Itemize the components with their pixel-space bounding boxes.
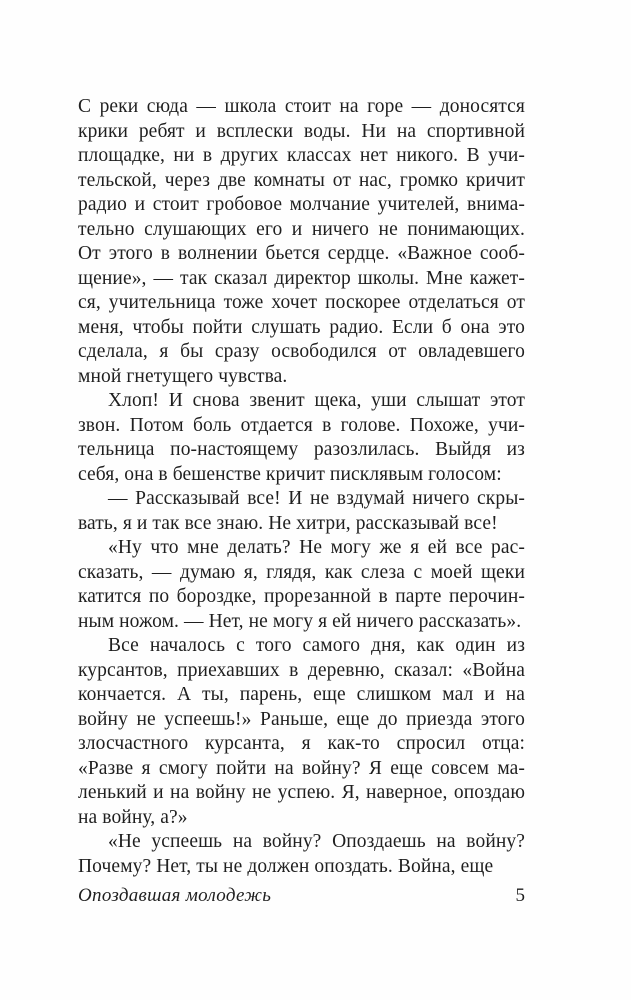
paragraph xyxy=(78,536,525,634)
text-line: От этого в волнении бьется сердце. «Важное сооб- xyxy=(78,243,525,264)
text-line: площадке, ни в других классах нет никого. В учи- xyxy=(78,145,525,166)
text-line: кончается. А ты, парень, еще слишком мал и на xyxy=(78,684,525,705)
running-title: Опоздавшая молодежь xyxy=(78,885,272,906)
text-line: курсантов, приехавших в деревню, сказал: «Война xyxy=(78,659,525,681)
text-line: ленький и на войну не успею. Я, наверное, опоздаю xyxy=(78,782,525,803)
body-text xyxy=(78,95,525,879)
text-line: радио и стоит гробовое молчание учителей, внима- xyxy=(78,194,525,215)
paragraph xyxy=(78,95,525,389)
text-line: ным ножом. — Нет, не могу я ей ничего рассказать». xyxy=(78,610,522,632)
text-line: щение», — так сказал директор школы. Мне кажет- xyxy=(78,267,525,289)
text-line: мной гнетущего чувства. xyxy=(78,365,288,387)
text-line: тельской, через две комнаты от нас, громко кричит xyxy=(78,169,525,191)
text-line: тельно слушающих его и ничего не понимающих. xyxy=(78,218,525,240)
text-line: вать, я и так все знаю. Не хитри, рассказывай все! xyxy=(78,512,498,534)
paragraph xyxy=(78,830,525,879)
text-line: Хлоп! И снова звенит щека, уши слышат этот xyxy=(108,390,525,411)
text-line: «Разве я смогу пойти на войну? Я еще совсем ма- xyxy=(78,757,525,779)
text-line: — Рассказывай все! И не вздумай ничего скры- xyxy=(108,488,525,509)
text-line: сказать, — думаю я, глядя, как слеза с моей щеки xyxy=(78,561,525,583)
text-line: на войну, а?» xyxy=(78,806,188,828)
text-line: войну не успеешь!» Раньше, еще до приезда этого xyxy=(78,708,525,730)
text-line: тельница по-настоящему разозлилась. Выйдя из xyxy=(78,439,525,460)
text-line: сделала, я бы сразу освободился от овладевшего xyxy=(78,341,525,362)
text-line: себя, она в бешенстве кричит писклявым голосом: xyxy=(78,463,502,485)
text-line: катится по бороздке, прорезанной в парте перочин- xyxy=(78,586,525,607)
paragraph xyxy=(78,487,525,536)
text-line: крики ребят и всплески воды. Ни на спортивной xyxy=(78,120,525,142)
page-number: 5 xyxy=(515,885,525,906)
paragraph xyxy=(78,389,525,487)
text-line: «Ну что мне делать? Не могу же я ей все рас- xyxy=(108,537,525,558)
text-line: С реки сюда — школа стоит на горе — доносятся xyxy=(78,96,525,117)
text-line: злосчастного курсанта, я как-то спросил отца: xyxy=(78,733,525,754)
text-line: звон. Потом боль отдается в голове. Похоже, учи- xyxy=(78,414,525,436)
text-line: меня, чтобы пойти слушать радио. Если б она это xyxy=(78,316,525,338)
text-line: Все началось с того самого дня, как один из xyxy=(108,635,525,656)
text-line: Почему? Нет, ты не должен опоздать. Война, еще xyxy=(78,855,494,877)
text-line: ся, учительница тоже хочет поскорее отделаться от xyxy=(78,292,525,313)
page-footer xyxy=(78,884,525,908)
paragraph xyxy=(78,634,525,830)
text-line: «Не успеешь на войну? Опоздаешь на войну? xyxy=(108,831,525,852)
